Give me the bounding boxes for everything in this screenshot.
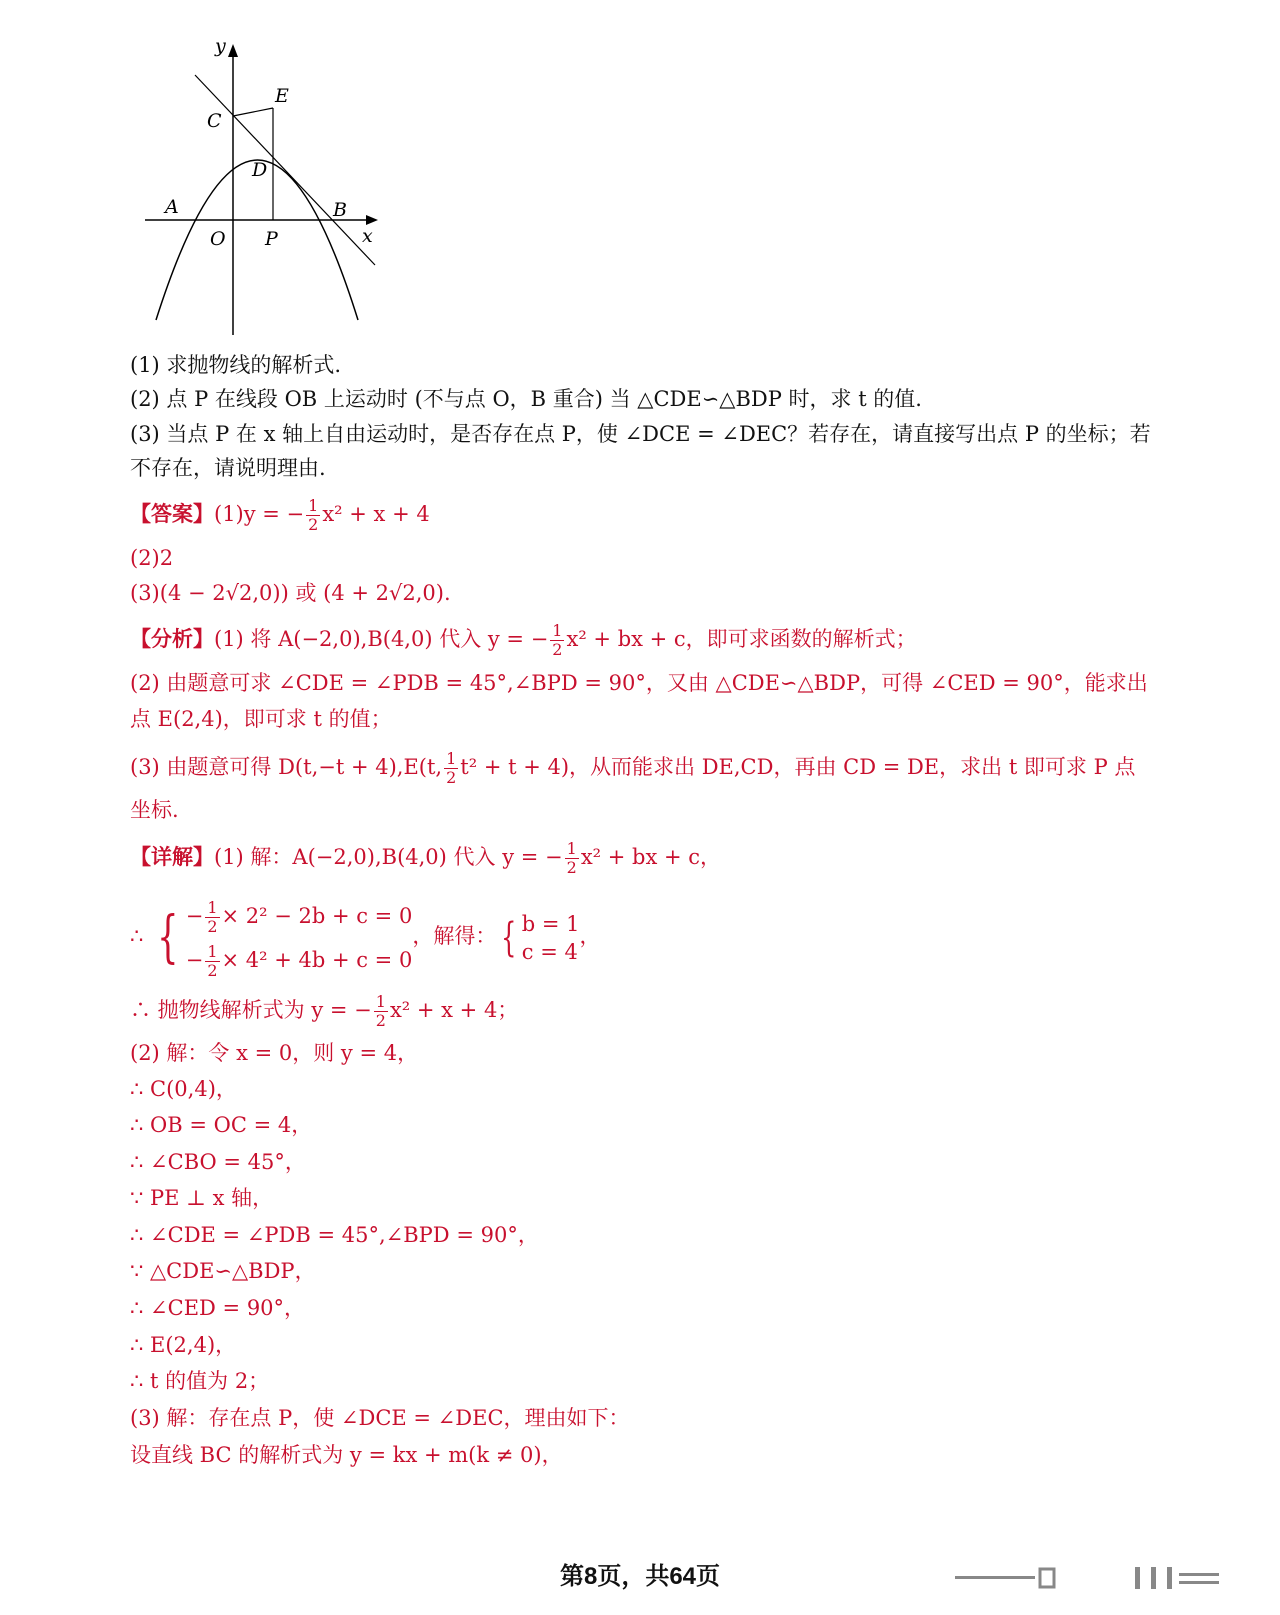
analysis-tag: 【分析】 bbox=[130, 626, 214, 651]
step: ∴ E(2,4)， bbox=[130, 1333, 237, 1357]
equation-system bbox=[130, 888, 601, 984]
step: 设直线 BC 的解析式为 y = kx + m(k ≠ 0)， bbox=[130, 1443, 563, 1467]
solution-b: b = 1 bbox=[521, 911, 580, 936]
question-3: (3) 当点 P 在 x 轴上自由运动时，是否存在点 P，使 ∠DCE = ∠DEC？若存在，请直接写出点 P 的坐标；若 bbox=[130, 422, 1151, 446]
therefore-symbol: ∴ bbox=[130, 924, 144, 948]
equation-rows bbox=[186, 894, 413, 982]
solution-rows bbox=[522, 910, 580, 966]
step: ∴ ∠CBO = 45°， bbox=[130, 1150, 306, 1174]
step: (2) 解：令 x = 0，则 y = 4， bbox=[130, 1041, 419, 1065]
label-d: D bbox=[252, 159, 268, 181]
parabola-suffix: x² + x + 4； bbox=[389, 998, 519, 1022]
step: ∴ t 的值为 2； bbox=[130, 1369, 270, 1393]
question-3-cont: 不存在，请说明理由. bbox=[130, 456, 326, 480]
analysis-3-suffix: t² + t + 4)，从而能求出 DE,CD，再由 CD = DE，求出 t 即可求 P 点 bbox=[460, 755, 1136, 779]
x-axis-arrow bbox=[366, 215, 378, 225]
analysis-2: (2) 由题意可求 ∠CDE = ∠PDB = 45°,∠BPD = 90°，又由 △CDE∽△BDP，可得 ∠CED = 90°，能求出 bbox=[130, 671, 1148, 695]
step: ∵ △CDE∽△BDP， bbox=[130, 1259, 316, 1283]
segment-ce bbox=[233, 108, 273, 116]
step: ∵ PE ⊥ x 轴， bbox=[130, 1186, 274, 1210]
question-2: (2) 点 P 在线段 OB 上运动时 (不与点 O，B 重合) 当 △CDE∽△BDP 时，求 t 的值. bbox=[130, 387, 922, 411]
analysis-2-cont: 点 E(2,4)，即可求 t 的值； bbox=[130, 707, 392, 731]
parabola-figure bbox=[140, 30, 400, 350]
detail-tag: 【详解】 bbox=[130, 844, 214, 869]
label-y: y bbox=[215, 35, 226, 57]
step: ∴ ∠CDE = ∠PDB = 45°,∠BPD = 90°， bbox=[130, 1223, 539, 1247]
analysis-3-prefix: (3) 由题意可得 D(t,−t + 4),E(t, bbox=[130, 755, 443, 779]
analysis-1 bbox=[130, 622, 917, 659]
label-p: P bbox=[265, 228, 278, 250]
answer-1-prefix: (1)y = − bbox=[214, 502, 305, 526]
fraction: $\frac{1}{2}$ bbox=[446, 749, 457, 787]
solve-text: ，解得： bbox=[412, 924, 497, 948]
solution-end: ， bbox=[579, 924, 601, 948]
label-c: C bbox=[207, 110, 222, 132]
answer-1 bbox=[130, 497, 430, 534]
label-a: A bbox=[165, 196, 179, 218]
detail-1-suffix: x² + bx + c， bbox=[580, 845, 722, 869]
fraction: $\frac{1}{2}$ bbox=[552, 621, 563, 659]
label-o: O bbox=[210, 228, 226, 250]
label-e: E bbox=[275, 85, 289, 107]
parabola-curve bbox=[156, 160, 358, 320]
answer-3: (3)(4 − 2√2,0)) 或 (4 + 2√2,0). bbox=[130, 581, 451, 605]
equation-1: − $\frac{1}{2}$ × 2² − 2b + c = 0 bbox=[185, 897, 413, 936]
analysis-3 bbox=[130, 750, 1135, 787]
label-b: B bbox=[333, 199, 347, 221]
step: ∴ ∠CED = 90°， bbox=[130, 1296, 306, 1320]
left-brace: { bbox=[501, 914, 517, 961]
fraction: $\frac{1}{2}$ bbox=[566, 839, 577, 877]
fraction: $\frac{1}{2}$ bbox=[375, 992, 386, 1030]
parabola-result bbox=[130, 993, 518, 1030]
step: ∴ C(0,4)， bbox=[130, 1077, 237, 1101]
watermark-logo bbox=[955, 1565, 1225, 1591]
step: ∴ OB = OC = 4， bbox=[130, 1113, 313, 1137]
detail-1 bbox=[130, 840, 721, 877]
solution-c: c = 4 bbox=[521, 939, 578, 964]
analysis-3-cont: 坐标. bbox=[130, 798, 179, 822]
question-1: (1) 求抛物线的解析式. bbox=[130, 353, 342, 377]
fraction: $\frac{1}{2}$ bbox=[308, 496, 319, 534]
answer-tag: 【答案】 bbox=[130, 501, 214, 526]
analysis-1-suffix: x² + bx + c，即可求函数的解析式； bbox=[566, 627, 917, 651]
detail-1-prefix: (1) 解：A(−2,0),B(4,0) 代入 y = − bbox=[214, 845, 563, 869]
answer-2: (2)2 bbox=[130, 546, 174, 570]
left-brace: { bbox=[157, 904, 179, 970]
page-number: 第8页，共64页 bbox=[559, 1563, 721, 1590]
label-x: x bbox=[362, 225, 373, 247]
y-axis-arrow bbox=[228, 44, 238, 57]
analysis-1-prefix: (1) 将 A(−2,0),B(4,0) 代入 y = − bbox=[214, 627, 549, 651]
equation-2: − $\frac{1}{2}$ × 4² + 4b + c = 0 bbox=[185, 941, 413, 980]
answer-1-suffix: x² + x + 4 bbox=[322, 502, 430, 526]
step: (3) 解：存在点 P，使 ∠DCE = ∠DEC，理由如下： bbox=[130, 1406, 630, 1430]
parabola-prefix: ∴ 抛物线解析式为 y = − bbox=[130, 998, 372, 1022]
